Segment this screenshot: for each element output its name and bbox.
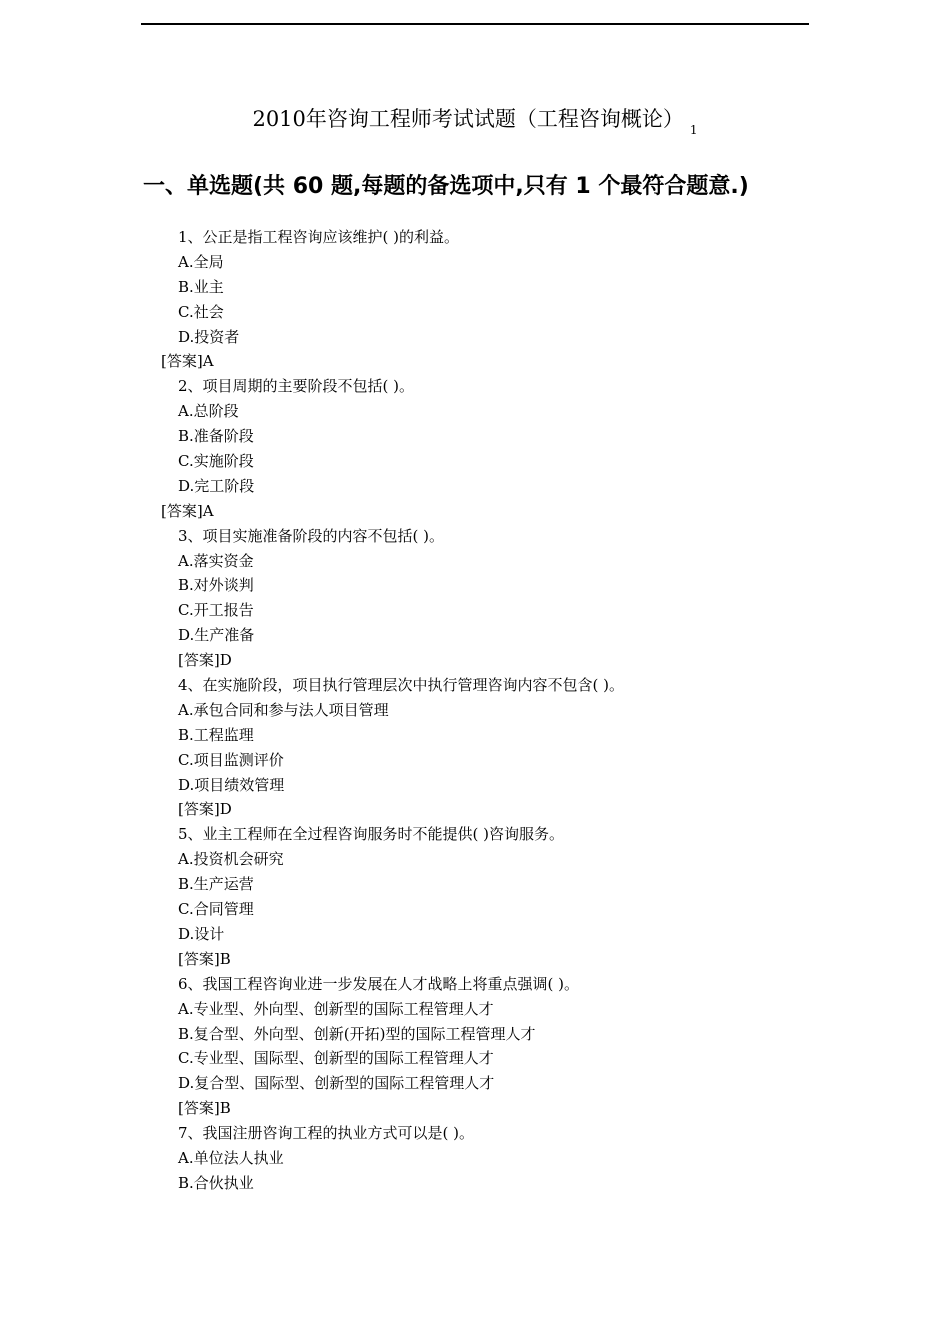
answer: [答案]D xyxy=(178,800,232,819)
question-stem: 1、公正是指工程咨询应该维护( )的利益。 xyxy=(178,228,460,246)
option-d: D.生产准备 xyxy=(178,626,255,645)
option-b: B.对外谈判 xyxy=(178,576,254,595)
option-a: A.落实资金 xyxy=(178,551,254,570)
option-a: A.总阶段 xyxy=(178,402,239,421)
answer: [答案]A xyxy=(161,501,214,520)
answer: [答案]B xyxy=(178,949,231,968)
option-d: D.投资者 xyxy=(178,327,240,346)
option-a: A.投资机会研究 xyxy=(178,850,284,869)
question-stem: 6、我国工程咨询业进一步发展在人才战略上将重点强调( )。 xyxy=(178,974,580,993)
option-b: B.业主 xyxy=(178,277,224,296)
option-b: B.工程监理 xyxy=(178,725,254,744)
option-a: A.专业型、外向型、创新型的国际工程管理人才 xyxy=(178,999,494,1018)
option-b: B.生产运营 xyxy=(178,875,254,894)
question-list xyxy=(0,225,950,1196)
option-b: B.复合型、外向型、创新(开拓)型的国际工程管理人才 xyxy=(178,1024,536,1043)
header-rule xyxy=(141,23,809,25)
title-text: 2010年咨询工程师考试试题（工程咨询概论） xyxy=(252,107,684,131)
option-d: D.复合型、国际型、创新型的国际工程管理人才 xyxy=(178,1074,495,1093)
question-stem: 3、项目实施准备阶段的内容不包括( )。 xyxy=(178,526,445,545)
option-b: B.准备阶段 xyxy=(178,427,254,446)
option-a: A.全局 xyxy=(178,252,224,271)
answer: [答案]B xyxy=(178,1099,231,1118)
question-stem: 7、我国注册咨询工程的执业方式可以是( )。 xyxy=(178,1124,475,1143)
option-c: C.实施阶段 xyxy=(178,452,254,471)
option-b: B.合伙执业 xyxy=(178,1173,254,1192)
section-heading: 一、单选题(共 60 题,每题的备选项中,只有 1 个最符合题意.) xyxy=(143,174,749,199)
option-d: D.设计 xyxy=(178,924,225,943)
answer: [答案]A xyxy=(161,352,214,371)
question-stem: 5、业主工程师在全过程咨询服务时不能提供( )咨询服务。 xyxy=(178,825,565,844)
option-c: C.合同管理 xyxy=(178,900,254,919)
option-c: C.项目监测评价 xyxy=(178,750,284,769)
option-c: C.开工报告 xyxy=(178,601,254,620)
document-title xyxy=(0,106,950,143)
option-a: A.承包合同和参与法人项目管理 xyxy=(178,700,389,719)
answer: [答案]D xyxy=(178,651,232,670)
option-d: D.完工阶段 xyxy=(178,476,255,495)
option-a: A.单位法人执业 xyxy=(178,1148,284,1167)
option-d: D.项目绩效管理 xyxy=(178,775,285,794)
question-stem: 2、项目周期的主要阶段不包括( )。 xyxy=(178,377,415,396)
question-stem: 4、在实施阶段，项目执行管理层次中执行管理咨询内容不包含( )。 xyxy=(178,676,625,695)
page-number: 1 xyxy=(689,123,698,137)
option-c: C.专业型、国际型、创新型的国际工程管理人才 xyxy=(178,1049,494,1068)
option-c: C.社会 xyxy=(178,302,224,321)
